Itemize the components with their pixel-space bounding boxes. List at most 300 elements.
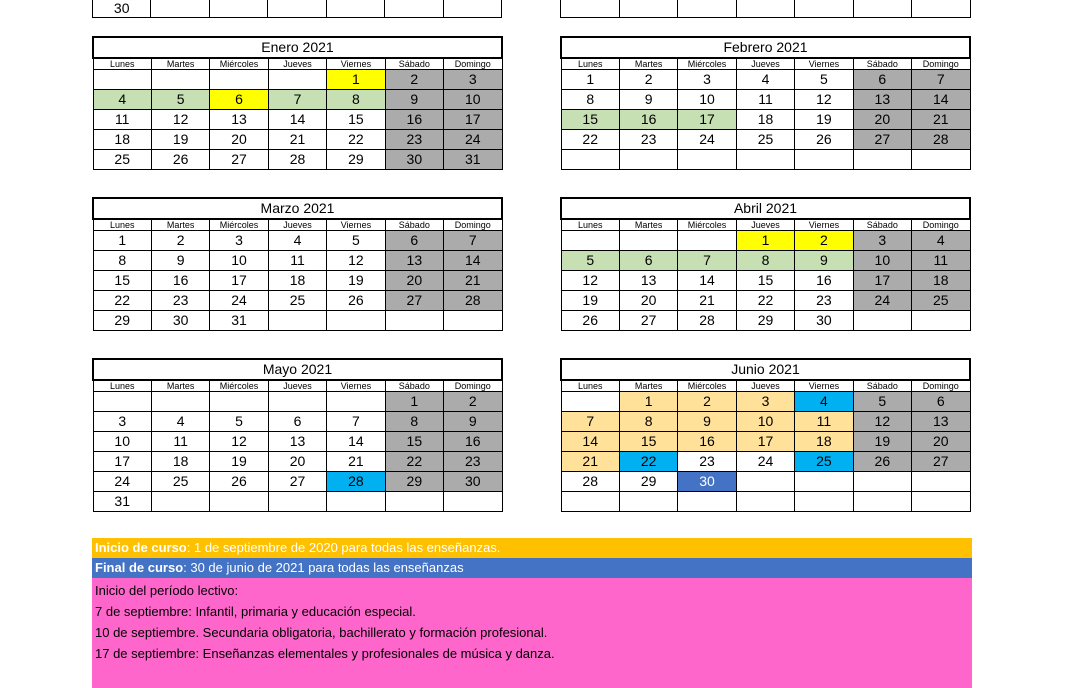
weekday-header: Lunes xyxy=(561,219,619,231)
day-cell xyxy=(678,231,736,251)
day-cell xyxy=(151,0,209,18)
previous-month-fragment-right xyxy=(560,0,971,18)
day-cell: 1 xyxy=(561,70,619,90)
day-cell: 8 xyxy=(619,412,677,432)
day-cell xyxy=(912,150,970,170)
day-cell: 15 xyxy=(93,271,151,291)
day-cell xyxy=(209,0,267,18)
week-row xyxy=(93,251,502,271)
day-cell: 6 xyxy=(385,231,443,251)
day-cell xyxy=(853,311,911,331)
day-cell: 13 xyxy=(268,432,326,452)
weekday-header: Jueves xyxy=(268,58,326,70)
day-cell: 14 xyxy=(268,110,326,130)
day-cell: 2 xyxy=(151,231,209,251)
weekday-header: Lunes xyxy=(93,380,151,392)
day-cell xyxy=(619,150,677,170)
note-line: 7 de septiembre: Infantil, primaria y educación especial. xyxy=(95,604,416,619)
day-cell: 19 xyxy=(327,271,385,291)
month-title: Junio 2021 xyxy=(561,359,970,380)
day-cell: 5 xyxy=(561,251,619,271)
day-cell xyxy=(678,492,736,512)
day-cell: 16 xyxy=(678,432,736,452)
day-cell xyxy=(561,231,619,251)
weekday-header: Domingo xyxy=(444,219,502,231)
week-row xyxy=(93,492,502,512)
day-cell: 6 xyxy=(853,70,911,90)
day-cell xyxy=(444,492,502,512)
day-cell: 23 xyxy=(151,291,209,311)
day-cell: 28 xyxy=(444,291,502,311)
day-cell: 21 xyxy=(678,291,736,311)
day-cell: 14 xyxy=(561,432,619,452)
day-cell: 22 xyxy=(736,291,794,311)
day-cell: 10 xyxy=(736,412,794,432)
day-cell xyxy=(268,0,326,18)
weekday-header: Lunes xyxy=(561,380,619,392)
day-cell: 7 xyxy=(268,90,326,110)
day-cell: 11 xyxy=(795,412,853,432)
month-table xyxy=(92,197,503,331)
day-cell xyxy=(385,311,443,331)
weekday-header: Sábado xyxy=(853,58,911,70)
day-cell xyxy=(151,70,209,90)
day-cell: 5 xyxy=(151,90,209,110)
day-cell xyxy=(736,472,794,492)
day-cell: 17 xyxy=(444,110,502,130)
week-row xyxy=(561,392,970,412)
day-cell: 8 xyxy=(561,90,619,110)
day-cell: 30 xyxy=(678,472,736,492)
day-cell: 13 xyxy=(912,412,970,432)
day-cell: 29 xyxy=(93,311,151,331)
day-cell: 2 xyxy=(678,392,736,412)
day-cell: 27 xyxy=(912,452,970,472)
weekday-header: Viernes xyxy=(795,58,853,70)
day-cell: 19 xyxy=(210,452,268,472)
day-cell: 7 xyxy=(444,231,502,251)
day-cell: 29 xyxy=(385,472,443,492)
week-row xyxy=(561,271,970,291)
week-row xyxy=(561,110,970,130)
day-cell: 31 xyxy=(444,150,502,170)
weekday-header: Lunes xyxy=(93,219,151,231)
day-cell xyxy=(736,492,794,512)
day-cell: 16 xyxy=(444,432,502,452)
day-cell: 9 xyxy=(151,251,209,271)
day-cell: 30 xyxy=(151,311,209,331)
week-row xyxy=(93,432,502,452)
note-line: Inicio del período lectivo: xyxy=(95,583,239,598)
day-cell: 10 xyxy=(444,90,502,110)
day-cell: 6 xyxy=(210,90,268,110)
day-cell: 28 xyxy=(912,130,970,150)
weekday-header: Jueves xyxy=(268,380,326,392)
day-cell xyxy=(443,0,501,18)
day-cell: 5 xyxy=(210,412,268,432)
weekday-header: Domingo xyxy=(444,380,502,392)
week-row xyxy=(93,70,502,90)
day-cell: 14 xyxy=(327,432,385,452)
day-cell: 21 xyxy=(327,452,385,472)
day-cell: 20 xyxy=(210,130,268,150)
final-curso-text: : 30 de junio de 2021 para todas las enseñanzas xyxy=(183,560,464,575)
day-cell: 2 xyxy=(385,70,443,90)
month-title: Febrero 2021 xyxy=(561,37,970,58)
final-curso-label: Final de curso xyxy=(95,560,184,575)
day-cell: 24 xyxy=(93,472,151,492)
month-table xyxy=(560,36,971,170)
weekday-header: Miércoles xyxy=(678,380,736,392)
day-cell: 22 xyxy=(561,130,619,150)
day-cell: 26 xyxy=(795,130,853,150)
day-cell: 17 xyxy=(678,110,736,130)
note-line: 17 de septiembre: Enseñanzas elementales y profesionales de música y danza. xyxy=(95,646,555,661)
day-cell xyxy=(93,70,151,90)
day-cell: 3 xyxy=(93,412,151,432)
day-cell: 29 xyxy=(736,311,794,331)
final-curso-band xyxy=(92,558,972,578)
day-cell: 15 xyxy=(385,432,443,452)
day-cell: 17 xyxy=(736,432,794,452)
day-cell: 15 xyxy=(561,110,619,130)
month-calendar-mayo xyxy=(92,358,503,512)
day-cell: 28 xyxy=(268,150,326,170)
day-cell: 9 xyxy=(678,412,736,432)
day-cell: 4 xyxy=(268,231,326,251)
inicio-curso-band xyxy=(92,538,972,558)
week-row xyxy=(93,271,502,291)
day-cell: 2 xyxy=(619,70,677,90)
week-row xyxy=(93,130,502,150)
day-cell: 26 xyxy=(210,472,268,492)
day-cell: 12 xyxy=(151,110,209,130)
week-row xyxy=(561,90,970,110)
day-cell: 18 xyxy=(795,432,853,452)
day-cell: 28 xyxy=(561,472,619,492)
day-cell xyxy=(210,392,268,412)
weekday-header: Martes xyxy=(151,380,209,392)
day-cell: 12 xyxy=(327,251,385,271)
day-cell xyxy=(561,0,620,18)
day-cell xyxy=(853,492,911,512)
day-cell xyxy=(385,0,443,18)
day-cell: 30 xyxy=(93,0,151,18)
weekday-header: Lunes xyxy=(561,58,619,70)
day-cell: 21 xyxy=(561,452,619,472)
day-cell: 4 xyxy=(93,90,151,110)
week-row xyxy=(561,70,970,90)
day-cell xyxy=(268,392,326,412)
day-cell: 27 xyxy=(619,311,677,331)
week-row xyxy=(561,150,970,170)
day-cell xyxy=(853,150,911,170)
day-cell xyxy=(327,492,385,512)
week-row xyxy=(93,150,502,170)
day-cell xyxy=(619,0,678,18)
month-calendar-enero xyxy=(92,36,503,170)
day-cell: 6 xyxy=(268,412,326,432)
weekday-header: Jueves xyxy=(736,380,794,392)
day-cell: 6 xyxy=(619,251,677,271)
week-row xyxy=(561,492,970,512)
weekday-header: Miércoles xyxy=(210,380,268,392)
weekday-header: Jueves xyxy=(268,219,326,231)
month-calendar-febrero xyxy=(560,36,971,170)
day-cell xyxy=(619,231,677,251)
day-cell xyxy=(795,0,854,18)
day-cell: 11 xyxy=(151,432,209,452)
day-cell: 5 xyxy=(327,231,385,251)
day-cell: 25 xyxy=(912,291,970,311)
day-cell: 16 xyxy=(385,110,443,130)
weekday-header: Viernes xyxy=(327,219,385,231)
day-cell: 24 xyxy=(210,291,268,311)
inicio-curso-label: Inicio de curso xyxy=(95,540,187,555)
weekday-header: Domingo xyxy=(912,58,970,70)
day-cell xyxy=(795,150,853,170)
day-cell: 23 xyxy=(678,452,736,472)
day-cell: 9 xyxy=(795,251,853,271)
day-cell: 18 xyxy=(268,271,326,291)
day-cell: 27 xyxy=(210,150,268,170)
day-cell: 30 xyxy=(385,150,443,170)
weekday-header: Martes xyxy=(151,58,209,70)
day-cell: 27 xyxy=(268,472,326,492)
day-cell xyxy=(385,492,443,512)
day-cell: 13 xyxy=(210,110,268,130)
day-cell: 1 xyxy=(93,231,151,251)
day-cell xyxy=(736,0,795,18)
day-cell: 25 xyxy=(93,150,151,170)
day-cell: 7 xyxy=(912,70,970,90)
day-cell: 14 xyxy=(444,251,502,271)
day-cell: 18 xyxy=(736,110,794,130)
day-cell: 27 xyxy=(853,130,911,150)
weekday-header: Martes xyxy=(619,380,677,392)
weekday-header: Martes xyxy=(619,219,677,231)
day-cell: 23 xyxy=(444,452,502,472)
weekday-header: Jueves xyxy=(736,219,794,231)
day-cell xyxy=(151,392,209,412)
day-cell xyxy=(93,392,151,412)
day-cell: 14 xyxy=(912,90,970,110)
day-cell: 18 xyxy=(93,130,151,150)
day-cell: 7 xyxy=(678,251,736,271)
week-row xyxy=(93,452,502,472)
day-cell: 27 xyxy=(385,291,443,311)
day-cell xyxy=(912,492,970,512)
day-cell: 5 xyxy=(853,392,911,412)
weekday-header: Domingo xyxy=(444,58,502,70)
weekday-header: Sábado xyxy=(853,380,911,392)
week-row xyxy=(93,392,502,412)
weekday-header: Viernes xyxy=(795,219,853,231)
weekday-header: Sábado xyxy=(385,380,443,392)
weekday-header: Miércoles xyxy=(210,58,268,70)
day-cell: 25 xyxy=(795,452,853,472)
day-cell xyxy=(561,492,619,512)
day-cell: 8 xyxy=(385,412,443,432)
day-cell: 16 xyxy=(151,271,209,291)
day-cell: 21 xyxy=(268,130,326,150)
week-row xyxy=(93,311,502,331)
weekday-header: Martes xyxy=(619,58,677,70)
day-cell: 13 xyxy=(619,271,677,291)
day-cell: 4 xyxy=(736,70,794,90)
day-cell: 8 xyxy=(327,90,385,110)
day-cell: 22 xyxy=(619,452,677,472)
day-cell: 24 xyxy=(678,130,736,150)
day-cell: 8 xyxy=(736,251,794,271)
week-row xyxy=(561,251,970,271)
month-title: Marzo 2021 xyxy=(93,198,502,219)
day-cell xyxy=(561,392,619,412)
day-cell: 21 xyxy=(912,110,970,130)
day-cell: 10 xyxy=(853,251,911,271)
day-cell xyxy=(853,0,912,18)
day-cell xyxy=(795,472,853,492)
day-cell: 29 xyxy=(619,472,677,492)
day-cell: 9 xyxy=(619,90,677,110)
day-cell: 1 xyxy=(619,392,677,412)
day-cell: 17 xyxy=(93,452,151,472)
previous-month-fragment-left xyxy=(92,0,502,18)
day-cell: 3 xyxy=(678,70,736,90)
weekday-header: Lunes xyxy=(93,58,151,70)
day-cell: 3 xyxy=(444,70,502,90)
day-cell: 23 xyxy=(385,130,443,150)
month-calendar-marzo xyxy=(92,197,503,331)
day-cell: 13 xyxy=(853,90,911,110)
month-calendar-abril xyxy=(560,197,971,331)
week-row xyxy=(93,291,502,311)
day-cell: 16 xyxy=(619,110,677,130)
day-cell: 2 xyxy=(444,392,502,412)
day-cell xyxy=(210,492,268,512)
day-cell: 13 xyxy=(385,251,443,271)
day-cell: 4 xyxy=(912,231,970,251)
day-cell: 23 xyxy=(795,291,853,311)
month-table xyxy=(92,358,503,512)
weekday-header: Sábado xyxy=(385,58,443,70)
day-cell: 20 xyxy=(268,452,326,472)
legend-notes xyxy=(92,538,972,688)
month-table xyxy=(560,197,971,331)
day-cell: 28 xyxy=(327,472,385,492)
day-cell: 20 xyxy=(619,291,677,311)
day-cell: 5 xyxy=(795,70,853,90)
note-line: 10 de septiembre. Secundaria obligatoria, bachillerato y formación profesional. xyxy=(95,625,548,640)
day-cell: 31 xyxy=(93,492,151,512)
day-cell: 2 xyxy=(795,231,853,251)
day-cell: 18 xyxy=(912,271,970,291)
day-cell: 31 xyxy=(210,311,268,331)
day-cell xyxy=(736,150,794,170)
day-cell: 22 xyxy=(93,291,151,311)
day-cell: 15 xyxy=(619,432,677,452)
weekday-header: Domingo xyxy=(912,219,970,231)
month-table xyxy=(560,358,971,512)
week-row xyxy=(561,432,970,452)
day-cell: 23 xyxy=(619,130,677,150)
day-cell: 9 xyxy=(385,90,443,110)
week-row xyxy=(93,412,502,432)
week-row xyxy=(561,291,970,311)
day-cell xyxy=(678,150,736,170)
day-cell: 4 xyxy=(151,412,209,432)
week-row xyxy=(561,452,970,472)
day-cell: 20 xyxy=(385,271,443,291)
day-cell: 24 xyxy=(736,452,794,472)
day-cell: 16 xyxy=(795,271,853,291)
week-row xyxy=(561,412,970,432)
day-cell: 8 xyxy=(93,251,151,271)
day-cell: 3 xyxy=(210,231,268,251)
day-cell: 17 xyxy=(210,271,268,291)
calendar-fragment-table xyxy=(560,0,971,18)
weekday-header: Viernes xyxy=(327,380,385,392)
week-row xyxy=(561,311,970,331)
day-cell: 28 xyxy=(678,311,736,331)
day-cell: 19 xyxy=(795,110,853,130)
day-cell xyxy=(151,492,209,512)
day-cell: 10 xyxy=(93,432,151,452)
day-cell: 6 xyxy=(912,392,970,412)
day-cell xyxy=(912,0,971,18)
month-calendar-junio xyxy=(560,358,971,512)
day-cell xyxy=(268,311,326,331)
day-cell xyxy=(853,472,911,492)
weekday-header: Viernes xyxy=(795,380,853,392)
weekday-header: Domingo xyxy=(912,380,970,392)
day-cell: 22 xyxy=(385,452,443,472)
day-cell: 21 xyxy=(444,271,502,291)
day-cell xyxy=(327,311,385,331)
day-cell: 19 xyxy=(561,291,619,311)
day-cell: 18 xyxy=(151,452,209,472)
weekday-header: Sábado xyxy=(385,219,443,231)
day-cell: 9 xyxy=(444,412,502,432)
day-cell: 12 xyxy=(853,412,911,432)
calendar-fragment-table xyxy=(92,0,502,18)
day-cell: 15 xyxy=(327,110,385,130)
week-row xyxy=(93,110,502,130)
day-cell xyxy=(912,472,970,492)
day-cell: 4 xyxy=(795,392,853,412)
day-cell xyxy=(561,150,619,170)
day-cell xyxy=(444,311,502,331)
month-title: Enero 2021 xyxy=(93,37,502,58)
day-cell: 12 xyxy=(795,90,853,110)
day-cell: 30 xyxy=(795,311,853,331)
weekday-header: Jueves xyxy=(736,58,794,70)
week-row xyxy=(93,472,502,492)
day-cell: 1 xyxy=(736,231,794,251)
day-cell: 1 xyxy=(385,392,443,412)
weekday-header: Martes xyxy=(151,219,209,231)
weekday-header: Sábado xyxy=(853,219,911,231)
day-cell xyxy=(619,492,677,512)
month-table xyxy=(92,36,503,170)
day-cell xyxy=(678,0,737,18)
month-title: Abril 2021 xyxy=(561,198,970,219)
day-cell: 29 xyxy=(327,150,385,170)
day-cell xyxy=(268,492,326,512)
day-cell xyxy=(210,70,268,90)
day-cell: 30 xyxy=(444,472,502,492)
day-cell xyxy=(327,392,385,412)
